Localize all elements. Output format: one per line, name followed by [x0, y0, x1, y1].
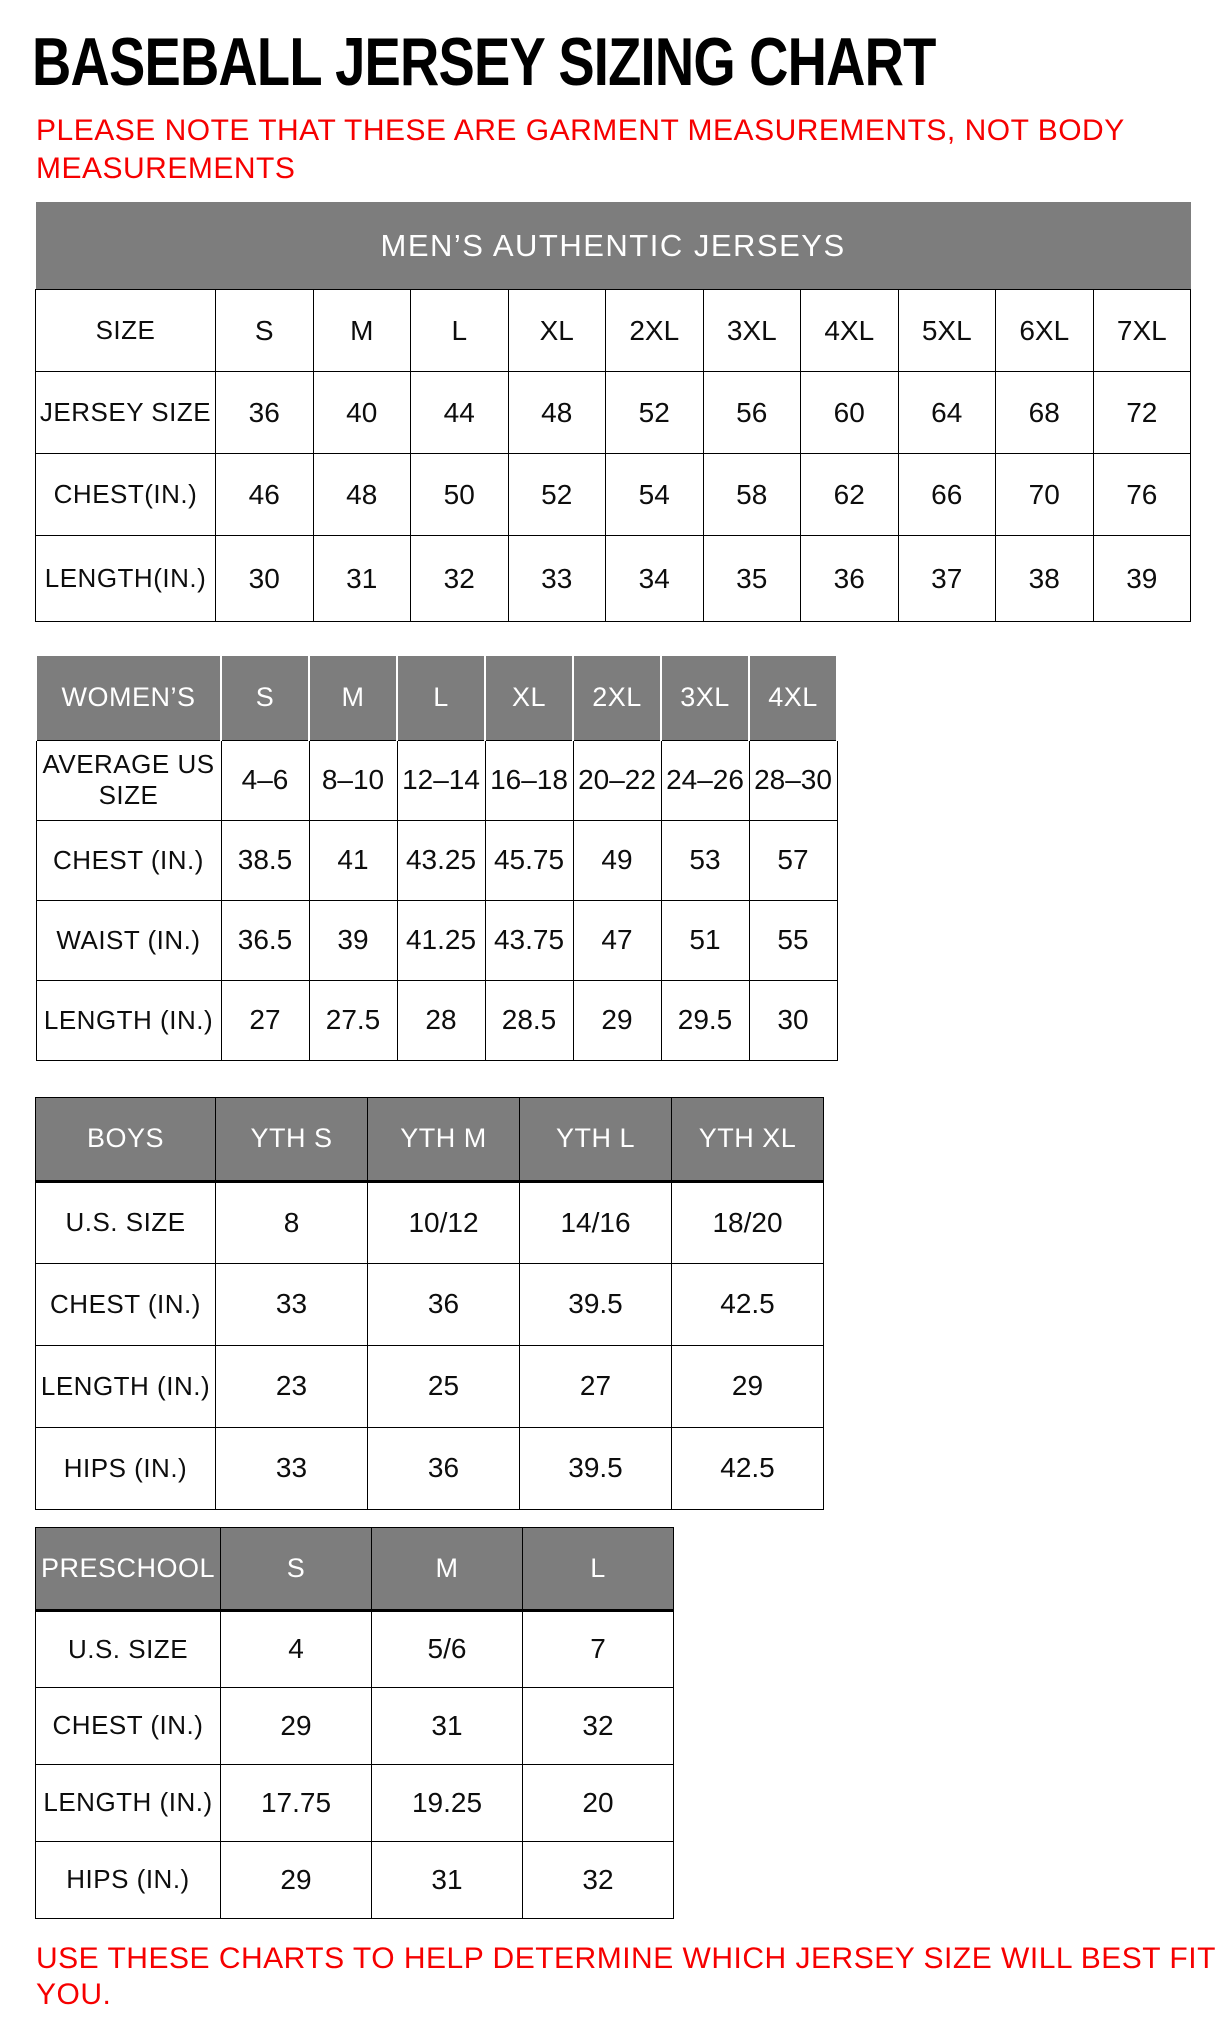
value-cell: 43.25	[397, 820, 485, 900]
page-title: BASEBALL JERSEY SIZING CHART	[32, 24, 936, 100]
mens-table-title: MEN’S AUTHENTIC JERSEYS	[36, 202, 1191, 290]
value-cell: 32	[411, 536, 509, 622]
value-cell: M	[313, 290, 411, 372]
row-label-cell: AVERAGE US SIZE	[36, 740, 221, 820]
value-cell: 40	[313, 372, 411, 454]
value-cell: 29	[221, 1841, 372, 1918]
value-cell: 4–6	[221, 740, 309, 820]
value-cell: 20	[523, 1764, 674, 1841]
row-label-cell: JERSEY SIZE	[36, 372, 216, 454]
value-cell: 37	[898, 536, 996, 622]
value-cell: 5XL	[898, 290, 996, 372]
value-cell: 29	[221, 1687, 372, 1764]
footer-note: USE THESE CHARTS TO HELP DETERMINE WHICH JERSEY SIZE WILL BEST FIT YOU.	[36, 1941, 1216, 2011]
value-cell: 5/6	[372, 1610, 523, 1687]
boys-sizing-table	[35, 1097, 824, 1510]
value-cell: 38.5	[221, 820, 309, 900]
row-label-cell: CHEST (IN.)	[36, 1263, 216, 1345]
value-cell: 72	[1093, 372, 1191, 454]
mens-sizing-table	[35, 202, 1191, 622]
value-cell: 28	[397, 980, 485, 1060]
note-line-2: MEASUREMENTS	[36, 152, 296, 185]
value-cell: 41.25	[397, 900, 485, 980]
row-label-cell: LENGTH (IN.)	[36, 980, 221, 1060]
value-cell: 50	[411, 454, 509, 536]
value-cell: 57	[749, 820, 837, 900]
column-header-cell: BOYS	[36, 1097, 216, 1181]
row-label-cell: CHEST (IN.)	[36, 820, 221, 900]
row-label-cell: LENGTH (IN.)	[36, 1345, 216, 1427]
row-label-cell: U.S. SIZE	[36, 1181, 216, 1263]
row-label-cell: HIPS (IN.)	[36, 1841, 221, 1918]
value-cell: 30	[216, 536, 314, 622]
value-cell: S	[216, 290, 314, 372]
womens-sizing-table	[35, 654, 838, 1061]
value-cell: 24–26	[661, 740, 749, 820]
value-cell: 31	[313, 536, 411, 622]
value-cell: 33	[216, 1427, 368, 1509]
value-cell: 8–10	[309, 740, 397, 820]
table-row	[36, 1841, 674, 1918]
preschool-sizing-table	[35, 1527, 674, 1919]
sizing-chart-page	[0, 22, 1220, 2023]
value-cell: 19.25	[372, 1764, 523, 1841]
row-label-cell: WAIST (IN.)	[36, 900, 221, 980]
womens-table-body	[36, 740, 837, 1060]
row-label-cell: HIPS (IN.)	[36, 1427, 216, 1509]
value-cell: 4XL	[801, 290, 899, 372]
value-cell: 42.5	[672, 1263, 824, 1345]
value-cell: 64	[898, 372, 996, 454]
value-cell: 7	[523, 1610, 674, 1687]
value-cell: 27.5	[309, 980, 397, 1060]
value-cell: XL	[508, 290, 606, 372]
column-header-cell: WOMEN’S	[36, 655, 221, 740]
value-cell: 52	[508, 454, 606, 536]
table-row	[36, 740, 837, 820]
value-cell: 39.5	[520, 1263, 672, 1345]
value-cell: 41	[309, 820, 397, 900]
table-row	[36, 820, 837, 900]
value-cell: 7XL	[1093, 290, 1191, 372]
value-cell: 30	[749, 980, 837, 1060]
value-cell: 36	[801, 536, 899, 622]
value-cell: 36	[216, 372, 314, 454]
header-row	[36, 1527, 674, 1610]
value-cell: 70	[996, 454, 1094, 536]
column-header-cell: YTH S	[216, 1097, 368, 1181]
value-cell: 38	[996, 536, 1094, 622]
value-cell: 39.5	[520, 1427, 672, 1509]
value-cell: 29.5	[661, 980, 749, 1060]
column-header-cell: M	[309, 655, 397, 740]
row-label-cell: CHEST (IN.)	[36, 1687, 221, 1764]
value-cell: L	[411, 290, 509, 372]
table-row	[36, 1263, 824, 1345]
value-cell: 52	[606, 372, 704, 454]
value-cell: 68	[996, 372, 1094, 454]
column-header-cell: 2XL	[573, 655, 661, 740]
row-label-cell: LENGTH (IN.)	[36, 1764, 221, 1841]
row-label-cell: LENGTH(IN.)	[36, 536, 216, 622]
value-cell: 54	[606, 454, 704, 536]
column-header-cell: XL	[485, 655, 573, 740]
value-cell: 31	[372, 1687, 523, 1764]
value-cell: 62	[801, 454, 899, 536]
header-row	[36, 655, 837, 740]
mens-table-body	[36, 290, 1191, 622]
table-row	[36, 900, 837, 980]
value-cell: 48	[313, 454, 411, 536]
value-cell: 16–18	[485, 740, 573, 820]
table-row	[36, 454, 1191, 536]
table-row	[36, 372, 1191, 454]
table-row	[36, 536, 1191, 622]
column-header-cell: L	[397, 655, 485, 740]
value-cell: 53	[661, 820, 749, 900]
column-header-cell: S	[221, 1527, 372, 1610]
value-cell: 32	[523, 1687, 674, 1764]
value-cell: 51	[661, 900, 749, 980]
value-cell: 47	[573, 900, 661, 980]
value-cell: 23	[216, 1345, 368, 1427]
row-label-cell: U.S. SIZE	[36, 1610, 221, 1687]
value-cell: 43.75	[485, 900, 573, 980]
value-cell: 35	[703, 536, 801, 622]
value-cell: 33	[216, 1263, 368, 1345]
column-header-cell: PRESCHOOL	[36, 1527, 221, 1610]
value-cell: 27	[520, 1345, 672, 1427]
value-cell: 36.5	[221, 900, 309, 980]
value-cell: 66	[898, 454, 996, 536]
value-cell: 44	[411, 372, 509, 454]
row-label-cell: SIZE	[36, 290, 216, 372]
column-header-cell: M	[372, 1527, 523, 1610]
table-row	[36, 980, 837, 1060]
value-cell: 36	[368, 1263, 520, 1345]
value-cell: 28.5	[485, 980, 573, 1060]
preschool-table-body	[36, 1610, 674, 1918]
preschool-table-header	[36, 1527, 674, 1610]
value-cell: 17.75	[221, 1764, 372, 1841]
table-row	[36, 1687, 674, 1764]
table-row	[36, 1427, 824, 1509]
value-cell: 39	[1093, 536, 1191, 622]
table-row	[36, 1764, 674, 1841]
value-cell: 58	[703, 454, 801, 536]
table-row	[36, 1181, 824, 1263]
column-header-cell: 3XL	[661, 655, 749, 740]
garment-measurement-note	[36, 112, 1220, 188]
column-header-cell: YTH L	[520, 1097, 672, 1181]
value-cell: 8	[216, 1181, 368, 1263]
value-cell: 10/12	[368, 1181, 520, 1263]
value-cell: 76	[1093, 454, 1191, 536]
value-cell: 20–22	[573, 740, 661, 820]
mens-table-header	[36, 202, 1191, 290]
column-header-cell: L	[523, 1527, 674, 1610]
value-cell: 2XL	[606, 290, 704, 372]
value-cell: 60	[801, 372, 899, 454]
value-cell: 36	[368, 1427, 520, 1509]
column-header-cell: YTH M	[368, 1097, 520, 1181]
boys-table-body	[36, 1181, 824, 1509]
womens-table-header	[36, 655, 837, 740]
value-cell: 12–14	[397, 740, 485, 820]
value-cell: 55	[749, 900, 837, 980]
table-row	[36, 290, 1191, 372]
header-row	[36, 1097, 824, 1181]
value-cell: 29	[672, 1345, 824, 1427]
boys-table-header	[36, 1097, 824, 1181]
value-cell: 31	[372, 1841, 523, 1918]
table-title-row	[36, 202, 1191, 290]
column-header-cell: YTH XL	[672, 1097, 824, 1181]
value-cell: 18/20	[672, 1181, 824, 1263]
value-cell: 25	[368, 1345, 520, 1427]
value-cell: 49	[573, 820, 661, 900]
value-cell: 32	[523, 1841, 674, 1918]
table-row	[36, 1345, 824, 1427]
note-line-1: PLEASE NOTE THAT THESE ARE GARMENT MEASUREMENTS, NOT BODY	[36, 114, 1125, 147]
column-header-cell: 4XL	[749, 655, 837, 740]
value-cell: 3XL	[703, 290, 801, 372]
value-cell: 29	[573, 980, 661, 1060]
value-cell: 6XL	[996, 290, 1094, 372]
value-cell: 39	[309, 900, 397, 980]
value-cell: 4	[221, 1610, 372, 1687]
value-cell: 14/16	[520, 1181, 672, 1263]
value-cell: 46	[216, 454, 314, 536]
table-row	[36, 1610, 674, 1687]
value-cell: 33	[508, 536, 606, 622]
value-cell: 56	[703, 372, 801, 454]
column-header-cell: S	[221, 655, 309, 740]
value-cell: 45.75	[485, 820, 573, 900]
value-cell: 34	[606, 536, 704, 622]
value-cell: 28–30	[749, 740, 837, 820]
value-cell: 42.5	[672, 1427, 824, 1509]
value-cell: 27	[221, 980, 309, 1060]
row-label-cell: CHEST(IN.)	[36, 454, 216, 536]
value-cell: 48	[508, 372, 606, 454]
